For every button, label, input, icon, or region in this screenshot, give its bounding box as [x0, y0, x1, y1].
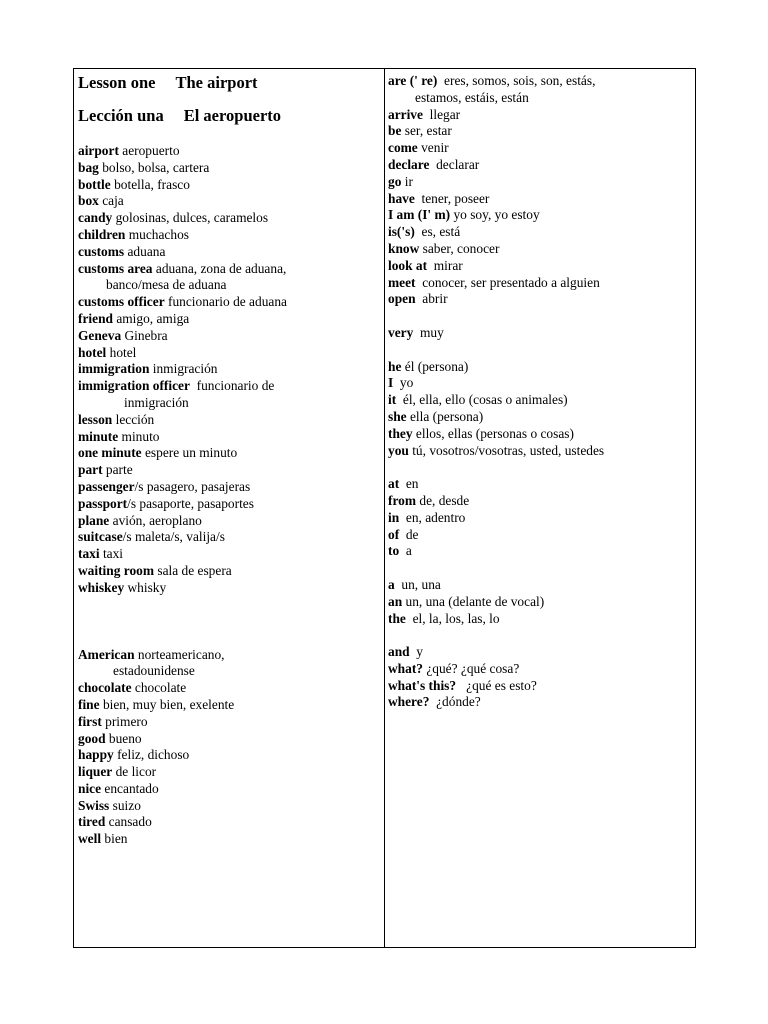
vocab-entry: [388, 409, 691, 426]
english-term: have: [388, 190, 415, 206]
title-english: [78, 73, 380, 93]
english-term: the: [388, 610, 406, 626]
vocab-entry: [388, 476, 691, 493]
spanish-translation: de licor: [115, 764, 157, 780]
vocab-entry: [78, 345, 380, 362]
spanish-translation: aeropuerto: [122, 143, 180, 158]
english-term: minute: [78, 428, 119, 444]
english-term-suffix: /s: [134, 478, 144, 494]
spanish-translation: ¿qué? ¿qué cosa?: [426, 660, 520, 676]
spanish-translation: muchachos: [128, 226, 189, 242]
spanish-translation: saber, conocer: [422, 240, 500, 256]
spanish-translation: botella, frasco: [114, 176, 190, 192]
english-term: what's this?: [388, 677, 457, 693]
english-term: lesson: [78, 411, 113, 427]
section-gap: [388, 308, 691, 325]
english-term: they: [388, 425, 413, 441]
spanish-translation: sala de espera: [157, 562, 232, 578]
spanish-translation: pasagero, pasajeras: [146, 478, 251, 494]
vocab-entry: [78, 529, 380, 546]
vocab-entry: [78, 378, 380, 395]
spanish-translation: llegar: [426, 106, 461, 122]
english-term: immigration officer: [78, 378, 190, 394]
vocab-entry: [78, 798, 380, 815]
english-term: liquer: [78, 764, 113, 780]
english-term: candy: [78, 210, 113, 226]
spanish-translation: tener, poseer: [418, 190, 490, 206]
section-gap: [388, 627, 691, 644]
vocab-entry: [388, 157, 691, 174]
vocab-entry: [388, 443, 691, 460]
spanish-translation: abrir: [418, 291, 448, 307]
english-term: declare: [388, 156, 430, 172]
vocab-entry: [78, 479, 380, 496]
vocab-entry: [78, 781, 380, 798]
spanish-translation: el, la, los, las, lo: [409, 610, 500, 626]
english-term: first: [78, 713, 102, 729]
spanish-translation: pasaporte, pasaportes: [139, 495, 254, 511]
english-term: airport: [78, 143, 119, 158]
spanish-translation: cansado: [108, 814, 152, 830]
vocab-entry: [388, 493, 691, 510]
spanish-translation: de, desde: [419, 492, 470, 508]
section-gap: [78, 597, 380, 647]
spanish-translation: ellos, ellas (personas o cosas): [415, 425, 574, 441]
vocab-entry: [78, 227, 380, 244]
english-term: is('s): [388, 224, 415, 240]
vocab-entry: [388, 426, 691, 443]
prepositions-list: [388, 476, 691, 560]
spanish-translation: yo: [396, 375, 414, 391]
vocab-entry: [78, 764, 380, 781]
english-term: a: [388, 576, 395, 592]
english-term: customs area: [78, 260, 153, 276]
vocab-entry: [78, 244, 380, 261]
spanish-translation: tú, vosotros/vosotras, usted, ustedes: [412, 442, 605, 458]
vocab-entry: [388, 661, 691, 678]
english-term: he: [388, 358, 402, 374]
vocab-entry: [78, 563, 380, 580]
vocab-entry: [388, 527, 691, 544]
vocab-entry: [388, 359, 691, 376]
spanish-translation: norteamericano,: [137, 646, 225, 662]
vocab-entry: [388, 73, 691, 90]
english-term: customs: [78, 243, 125, 259]
spanish-translation-continued: inmigración: [124, 394, 189, 410]
section-gap: [388, 560, 691, 577]
spanish-translation: bolso, bolsa, cartera: [102, 159, 210, 175]
vocab-entry: [388, 694, 691, 711]
spanish-translation: a: [402, 543, 412, 559]
english-term: immigration: [78, 361, 150, 377]
spanish-translation: primero: [105, 713, 148, 729]
spanish-translation: de: [402, 526, 419, 542]
english-term: bag: [78, 159, 99, 175]
adverbs-list: [388, 325, 691, 342]
english-term: whiskey: [78, 579, 125, 595]
vocab-entry: [388, 241, 691, 258]
vocab-entry: [78, 647, 380, 664]
english-term: plane: [78, 512, 110, 528]
vocab-entry: [78, 546, 380, 563]
vocab-entry: [78, 462, 380, 479]
topic-title-en: The airport: [175, 73, 258, 92]
vocab-entry: [78, 311, 380, 328]
vocab-entry: [388, 123, 691, 140]
english-term: are (' re): [388, 73, 438, 88]
spanish-translation: un, una (delante de vocal): [405, 593, 545, 609]
spanish-translation: ¿dónde?: [432, 694, 481, 710]
vocab-entry: [78, 412, 380, 429]
spanish-translation: bueno: [108, 730, 142, 746]
spanish-translation-continued: estadounidense: [113, 663, 195, 679]
english-term-suffix: /s: [122, 529, 132, 545]
vocab-entry: [78, 177, 380, 194]
spanish-translation: golosinas, dulces, caramelos: [115, 210, 269, 226]
lesson-title-es: Lección una: [78, 106, 164, 125]
vocab-entry: [388, 543, 691, 560]
spanish-translation: inmigración: [152, 361, 218, 377]
english-term: be: [388, 123, 402, 139]
pronouns-list: [388, 359, 691, 460]
vocab-entry: [388, 375, 691, 392]
english-term: very: [388, 324, 414, 340]
vocab-entry: [388, 174, 691, 191]
english-term: good: [78, 730, 106, 746]
spanish-translation: aduana, zona de aduana,: [155, 260, 287, 276]
english-term: meet: [388, 274, 416, 290]
spanish-translation-continued: estamos, estáis, están: [415, 89, 529, 105]
spanish-translation: avión, aeroplano: [112, 512, 202, 528]
vocab-entry: [78, 193, 380, 210]
vocab-entry: [78, 143, 380, 160]
spanish-translation: funcionario de aduana: [168, 294, 287, 310]
vocab-entry: [78, 747, 380, 764]
english-term-suffix: /s: [127, 495, 137, 511]
spanish-translation: en: [402, 476, 419, 492]
english-term: I: [388, 375, 394, 391]
vocab-entry: [388, 275, 691, 292]
vocab-entry: [388, 510, 691, 527]
vocab-entry: [388, 611, 691, 628]
english-term: part: [78, 462, 103, 478]
left-column: [74, 69, 385, 947]
english-term: you: [388, 442, 409, 458]
spanish-translation: feliz, dichoso: [117, 747, 190, 763]
right-column: [385, 69, 695, 947]
vocab-entry: [78, 513, 380, 530]
vocab-entry: [78, 328, 380, 345]
english-term: what?: [388, 660, 423, 676]
spanish-translation: ir: [404, 173, 413, 189]
english-term: it: [388, 392, 397, 408]
vocabulary-table: [73, 68, 696, 948]
spanish-translation: minuto: [121, 428, 160, 444]
vocab-entry: [78, 496, 380, 513]
vocab-entry: [388, 207, 691, 224]
spanish-translation: suizo: [112, 797, 141, 813]
spanish-translation: caja: [102, 193, 124, 209]
english-term: waiting room: [78, 562, 155, 578]
english-term: where?: [388, 694, 430, 710]
english-term: customs officer: [78, 294, 165, 310]
spanish-translation: chocolate: [134, 680, 187, 696]
english-term: happy: [78, 747, 114, 763]
spanish-translation: él (persona): [404, 358, 469, 374]
vocab-entry: [78, 680, 380, 697]
vocab-entry: [388, 107, 691, 124]
english-term: suitcase: [78, 529, 123, 545]
spanish-translation: bien, muy bien, exelente: [102, 696, 235, 712]
english-term: I am (I' m): [388, 207, 451, 223]
nouns-list: [78, 143, 380, 597]
english-term: she: [388, 408, 407, 424]
english-term: of: [388, 526, 400, 542]
spanish-translation: aduana: [127, 243, 166, 259]
english-term: go: [388, 173, 402, 189]
vocab-entry: [388, 325, 691, 342]
spanish-translation: espere un minuto: [144, 445, 238, 461]
spanish-translation: hotel: [109, 344, 137, 360]
spanish-translation: ella (persona): [409, 408, 484, 424]
english-term: chocolate: [78, 680, 132, 696]
others-list: [388, 644, 691, 711]
spanish-translation: un, una: [398, 576, 441, 592]
english-term: friend: [78, 310, 113, 326]
spanish-translation: mirar: [430, 257, 463, 273]
spanish-translation: Ginebra: [124, 327, 168, 343]
verbs-list: [388, 73, 691, 308]
vocab-entry: [78, 697, 380, 714]
english-term: American: [78, 646, 135, 662]
articles-list: [388, 577, 691, 627]
english-term: hotel: [78, 344, 107, 360]
spanish-translation: whisky: [127, 579, 167, 595]
english-term: arrive: [388, 106, 423, 122]
vocab-entry: [388, 577, 691, 594]
vocab-entry: [78, 445, 380, 462]
english-term: box: [78, 193, 99, 209]
english-term: fine: [78, 696, 100, 712]
spanish-translation: y: [412, 644, 423, 660]
vocab-entry: [78, 814, 380, 831]
vocab-entry: [78, 261, 380, 278]
vocab-entry: [78, 731, 380, 748]
english-term: one minute: [78, 445, 142, 461]
english-term: open: [388, 291, 416, 307]
spanish-translation: él, ella, ello (cosas o animales): [399, 392, 568, 408]
english-term: passport: [78, 495, 128, 511]
english-term: Swiss: [78, 797, 110, 813]
spanish-translation: es, está: [418, 224, 461, 240]
spanish-translation: encantado: [104, 780, 159, 796]
vocab-entry: [78, 361, 380, 378]
english-term: an: [388, 593, 403, 609]
english-term: children: [78, 226, 126, 242]
vocab-entry: [388, 392, 691, 409]
spanish-translation: ser, estar: [404, 123, 452, 139]
spanish-translation: muy: [416, 324, 444, 340]
topic-title-es: El aeropuerto: [183, 106, 282, 125]
spanish-translation: yo soy, yo estoy: [453, 207, 540, 223]
spanish-translation: funcionario de: [193, 378, 275, 394]
english-term: passenger: [78, 478, 135, 494]
english-term: in: [388, 509, 400, 525]
vocab-entry: [388, 644, 691, 661]
spanish-translation: amigo, amiga: [116, 310, 190, 326]
vocab-entry: [388, 140, 691, 157]
vocab-entry: [388, 191, 691, 208]
vocab-entry: [78, 160, 380, 177]
spanish-translation-continued: banco/mesa de aduana: [106, 277, 227, 293]
spanish-translation: lección: [115, 411, 155, 427]
vocab-entry: [78, 429, 380, 446]
spanish-translation: maleta/s, valija/s: [134, 529, 225, 545]
adjectives-list: [78, 647, 380, 849]
english-term: nice: [78, 780, 102, 796]
english-term: to: [388, 543, 400, 559]
vocab-entry: [78, 831, 380, 848]
spanish-translation: parte: [105, 462, 133, 478]
english-term: Geneva: [78, 327, 122, 343]
spanish-translation: bien: [104, 831, 128, 847]
english-term: look at: [388, 257, 428, 273]
vocab-entry: [78, 210, 380, 227]
vocab-entry: [388, 594, 691, 611]
english-term: well: [78, 831, 102, 847]
section-gap: [388, 459, 691, 476]
english-term: bottle: [78, 176, 111, 192]
spanish-translation: eres, somos, sois, son, estás,: [440, 73, 596, 88]
vocab-entry: [388, 258, 691, 275]
section-gap: [388, 342, 691, 359]
spanish-translation: taxi: [102, 546, 124, 562]
lesson-title-en: Lesson one: [78, 73, 156, 92]
english-term: know: [388, 240, 420, 256]
spanish-translation: venir: [421, 140, 449, 156]
english-term: come: [388, 140, 418, 156]
spanish-translation: conocer, ser presentado a alguien: [418, 274, 600, 290]
vocab-entry: [388, 224, 691, 241]
vocab-entry: [78, 580, 380, 597]
english-term: from: [388, 492, 417, 508]
vocab-entry: [78, 294, 380, 311]
spanish-translation: ¿qué es esto?: [459, 677, 537, 693]
vocab-entry: [388, 678, 691, 695]
english-term: tired: [78, 814, 106, 830]
vocab-entry: [78, 714, 380, 731]
english-term: at: [388, 476, 400, 492]
english-term: and: [388, 644, 410, 660]
spanish-translation: en, adentro: [402, 509, 466, 525]
spanish-translation: declarar: [432, 156, 480, 172]
english-term: taxi: [78, 546, 100, 562]
title-spanish: [78, 106, 380, 126]
vocab-entry: [388, 291, 691, 308]
